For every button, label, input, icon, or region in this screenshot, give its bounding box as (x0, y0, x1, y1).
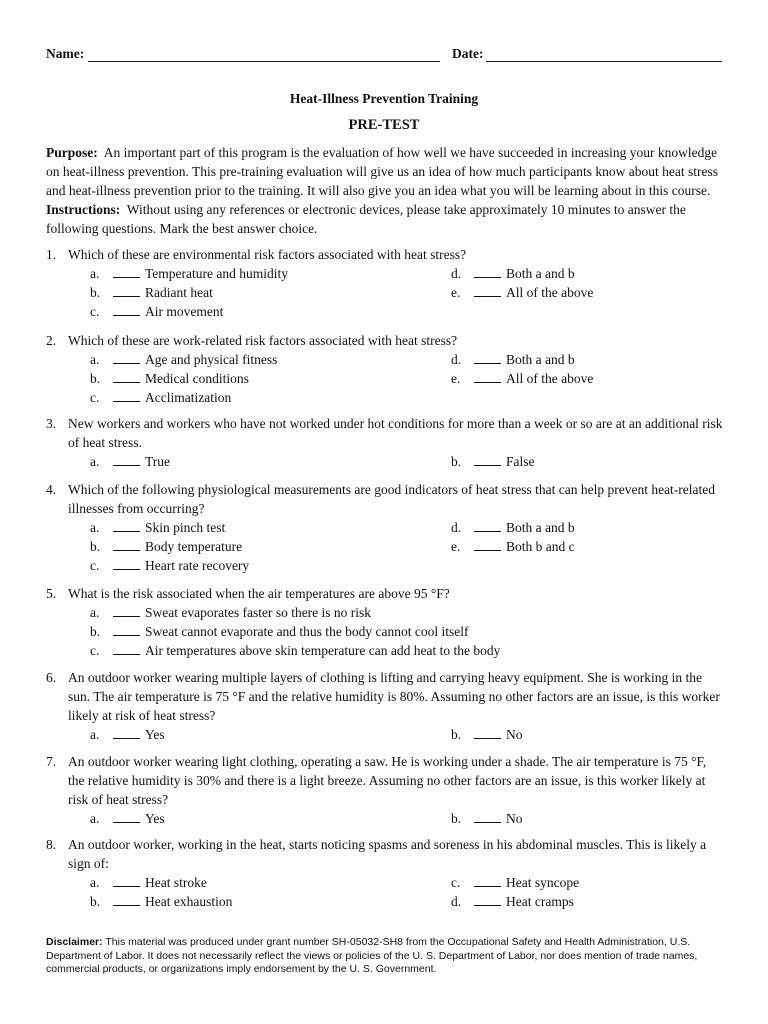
answer-blank (474, 265, 501, 278)
answer-option[interactable]: a. Heat stroke (90, 875, 207, 890)
answer-option[interactable]: a. Sweat evaporates faster so there is no risk (90, 605, 372, 620)
answer-option[interactable]: d. Heat cramps (451, 894, 574, 909)
question-number: 2. (46, 333, 57, 348)
question-text: Which of these are environmental risk factors associated with heat stress? (68, 247, 467, 262)
question-8 (46, 835, 726, 909)
answer-blank (113, 284, 140, 297)
answer-option[interactable]: b. No (451, 727, 523, 742)
answer-option[interactable]: b. Heat exhaustion (90, 894, 233, 909)
answer-blank (113, 623, 140, 636)
answer-blank (474, 538, 501, 551)
answer-blank (474, 519, 501, 532)
answer-option[interactable]: c. Acclimatization (90, 390, 232, 405)
question-text: Which of the following physiological measurements are good indicators of heat stress that can help prevent heat-related illnesses from occurring? (68, 482, 716, 516)
answer-option[interactable]: e. Both b and c (451, 539, 575, 554)
answer-blank (474, 874, 501, 887)
question-1 (46, 245, 726, 319)
name-label: Name: (46, 46, 85, 61)
answer-option[interactable]: b. Body temperature (90, 539, 243, 554)
question-text: Which of these are work-related risk factors associated with heat stress? (68, 333, 458, 348)
answer-blank (113, 453, 140, 466)
date-label: Date: (452, 46, 484, 61)
answer-blank (113, 726, 140, 739)
answer-option[interactable]: c. Air movement (90, 304, 224, 319)
question-text: What is the risk associated when the air temperatures are above 95 °F? (68, 586, 450, 601)
answer-blank (474, 351, 501, 364)
answer-blank (113, 370, 140, 383)
answer-option[interactable]: a. Age and physical fitness (90, 352, 278, 367)
answer-option[interactable]: b. Medical conditions (90, 371, 249, 386)
question-number: 4. (46, 482, 57, 497)
answer-option[interactable]: c. Heat syncope (451, 875, 580, 890)
disclaimer-text: This material was produced under grant number SH-05032-SH8 from the Occupational Safety and Health Administration, U.S. Department of Labor. It does not necessarily reflect the views or policies of the U. S. Department of Labor, nor does mention of trade names, commercial products, or organizations imply endorsement by the U. S. Government. (46, 936, 698, 975)
answer-option[interactable]: b. No (451, 811, 523, 826)
disclaimer (46, 936, 726, 977)
answer-option[interactable]: a. Skin pinch test (90, 520, 226, 535)
date-blank[interactable] (486, 61, 722, 62)
answer-blank (474, 810, 501, 823)
question-number: 3. (46, 416, 57, 431)
question-text: An outdoor worker wearing multiple layers of clothing is lifting and carrying heavy equipment. She is working in the sun. The air temperature is 75 °F and the relative humidity is 80%. Assuming no other factors are an issue, is this worker likely at risk of heat stress? (68, 670, 720, 723)
question-number: 6. (46, 670, 57, 685)
name-date-header (46, 46, 722, 66)
answer-blank (113, 265, 140, 278)
answer-option[interactable]: a. Yes (90, 727, 165, 742)
question-number: 7. (46, 754, 57, 769)
question-number: 5. (46, 586, 57, 601)
answer-option[interactable]: a. Yes (90, 811, 165, 826)
answer-blank (113, 351, 140, 364)
answer-option[interactable]: d. Both a and b (451, 352, 575, 367)
question-2 (46, 331, 726, 405)
answer-blank (113, 538, 140, 551)
answer-blank (474, 370, 501, 383)
answer-blank (113, 893, 140, 906)
question-6 (46, 668, 726, 742)
question-text: New workers and workers who have not worked under hot conditions for more than a week or so are at an additional risk of heat stress. (68, 416, 723, 450)
answer-blank (113, 519, 140, 532)
answer-blank (474, 284, 501, 297)
answer-option[interactable]: b. Radiant heat (90, 285, 213, 300)
question-text: An outdoor worker wearing light clothing, operating a saw. He is working under a shade. The air temperature is 75 °F, the relative humidity is 30% and there is a light breeze. Assuming no other factors are an issue, is this worker likely at risk of heat stress? (68, 754, 707, 807)
answer-option[interactable]: b. False (451, 454, 535, 469)
question-3 (46, 414, 726, 469)
answer-option[interactable]: d. Both a and b (451, 520, 575, 535)
question-number: 8. (46, 837, 57, 852)
answer-option[interactable]: e. All of the above (451, 371, 594, 386)
question-5 (46, 584, 726, 658)
page-subtitle: PRE-TEST (348, 117, 420, 133)
instructions-text: Without using any references or electronic devices, please take approximately 10 minutes to answer the following questions. Mark the best answer choice. (46, 202, 686, 236)
purpose-label: Purpose: (46, 145, 98, 160)
answer-blank (113, 303, 140, 316)
purpose-text: An important part of this program is the evaluation of how well we have succeeded in increasing your knowledge on heat-illness prevention. This pre-training evaluation will give us an idea of how much participants know about heat stress and heat-illness prevention prior to the training. It will also give you an idea what you will be learning about in this course. (46, 145, 718, 198)
answer-blank (113, 642, 140, 655)
disclaimer-label: Disclaimer: (46, 936, 103, 948)
answer-blank (113, 874, 140, 887)
question-text: An outdoor worker, working in the heat, starts noticing spasms and soreness in his abdominal muscles. This is likely a sign of: (68, 837, 707, 871)
instructions-label: Instructions: (46, 202, 121, 217)
purpose-paragraph (46, 143, 724, 238)
answer-option[interactable]: c. Heart rate recovery (90, 558, 250, 573)
question-4 (46, 480, 726, 573)
page-title: Heat-Illness Prevention Training (289, 91, 479, 106)
answer-option[interactable]: b. Sweat cannot evaporate and thus the body cannot cool itself (90, 624, 469, 639)
answer-option[interactable]: c. Air temperatures above skin temperature can add heat to the body (90, 643, 501, 658)
answer-option[interactable]: e. All of the above (451, 285, 594, 300)
answer-blank (113, 604, 140, 617)
answer-blank (113, 389, 140, 402)
answer-blank (113, 557, 140, 570)
answer-option[interactable]: d. Both a and b (451, 266, 575, 281)
name-blank[interactable] (88, 61, 440, 62)
question-number: 1. (46, 247, 57, 262)
question-7 (46, 752, 726, 826)
answer-blank (474, 893, 501, 906)
answer-option[interactable]: a. Temperature and humidity (90, 266, 289, 281)
answer-blank (474, 453, 501, 466)
answer-blank (113, 810, 140, 823)
answer-option[interactable]: a. True (90, 454, 171, 469)
answer-blank (474, 726, 501, 739)
